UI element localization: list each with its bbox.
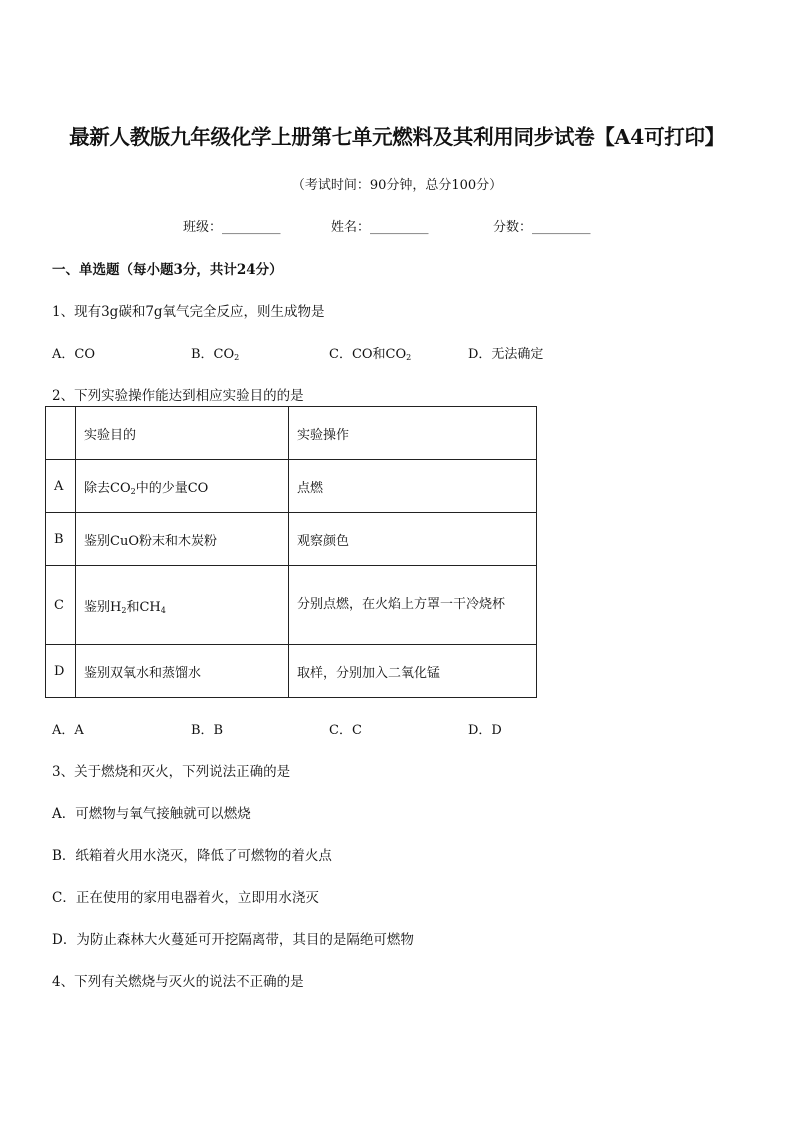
question-1-option-d: D．无法确定	[468, 347, 544, 362]
question-2-stem: 2、下列实验操作能达到相应实验目的的是	[52, 388, 304, 404]
exam-subtitle: （考试时间：90分钟，总分100分）	[291, 178, 503, 193]
row-purpose: 鉴别$H_2$和$CH_4$	[76, 566, 289, 645]
table-row	[46, 513, 537, 566]
table-cell	[46, 407, 76, 460]
row-purpose: 鉴别CuO粉末和木炭粉	[76, 513, 289, 566]
row-operation: 分别点燃，在火焰上方罩一干冷烧杯	[289, 566, 537, 645]
question-1-option-c: C．CO和$CO_2$	[329, 347, 412, 362]
class-field: 班级：_________	[183, 220, 281, 235]
name-field: 姓名：_________	[331, 220, 429, 235]
table-row	[46, 645, 537, 698]
row-operation: 点燃	[289, 460, 537, 513]
question-3-option-b: B．纸箱着火用水浇灭，降低了可燃物的着火点	[52, 848, 332, 864]
experiment-table	[45, 406, 537, 698]
row-label: D	[46, 645, 76, 698]
question-3-option-a: A．可燃物与氧气接触就可以燃烧	[52, 806, 251, 822]
question-4-stem: 4、下列有关燃烧与灭火的说法不正确的是	[52, 974, 304, 990]
table-row	[46, 566, 537, 645]
question-2-option-c: C．C	[329, 723, 362, 738]
table-header-purpose: 实验目的	[76, 407, 289, 460]
table-header-operation: 实验操作	[289, 407, 537, 460]
question-3-option-c: C．正在使用的家用电器着火，立即用水浇灭	[52, 890, 319, 906]
row-operation: 取样，分别加入二氧化锰	[289, 645, 537, 698]
question-3-stem: 3、关于燃烧和灭火，下列说法正确的是	[52, 764, 291, 780]
score-field: 分数：_________	[493, 220, 591, 235]
question-1-option-b: B．$CO_2$	[191, 347, 240, 362]
question-2-option-b: B．B	[191, 723, 224, 738]
row-label: C	[46, 566, 76, 645]
exam-title: 最新人教版九年级化学上册第七单元燃料及其利用同步试卷【A4可打印】	[69, 125, 725, 149]
row-label: A	[46, 460, 76, 513]
row-operation: 观察颜色	[289, 513, 537, 566]
table-header-row	[46, 407, 537, 460]
question-1-option-a: A．CO	[52, 347, 95, 362]
row-label: B	[46, 513, 76, 566]
section-heading: 一、单选题（每小题3分，共计24分）	[52, 262, 283, 278]
row-purpose: 除去$CO_2$中的少量CO	[76, 460, 289, 513]
question-3-option-d: D．为防止森林大火蔓延可开挖隔离带，其目的是隔绝可燃物	[52, 932, 414, 948]
question-2-option-d: D．D	[468, 723, 502, 738]
question-2-option-a: A．A	[52, 723, 84, 738]
row-purpose: 鉴别双氧水和蒸馏水	[76, 645, 289, 698]
table-row	[46, 460, 537, 513]
question-1-stem: 1、现有3g碳和7g氧气完全反应，则生成物是	[52, 304, 325, 320]
